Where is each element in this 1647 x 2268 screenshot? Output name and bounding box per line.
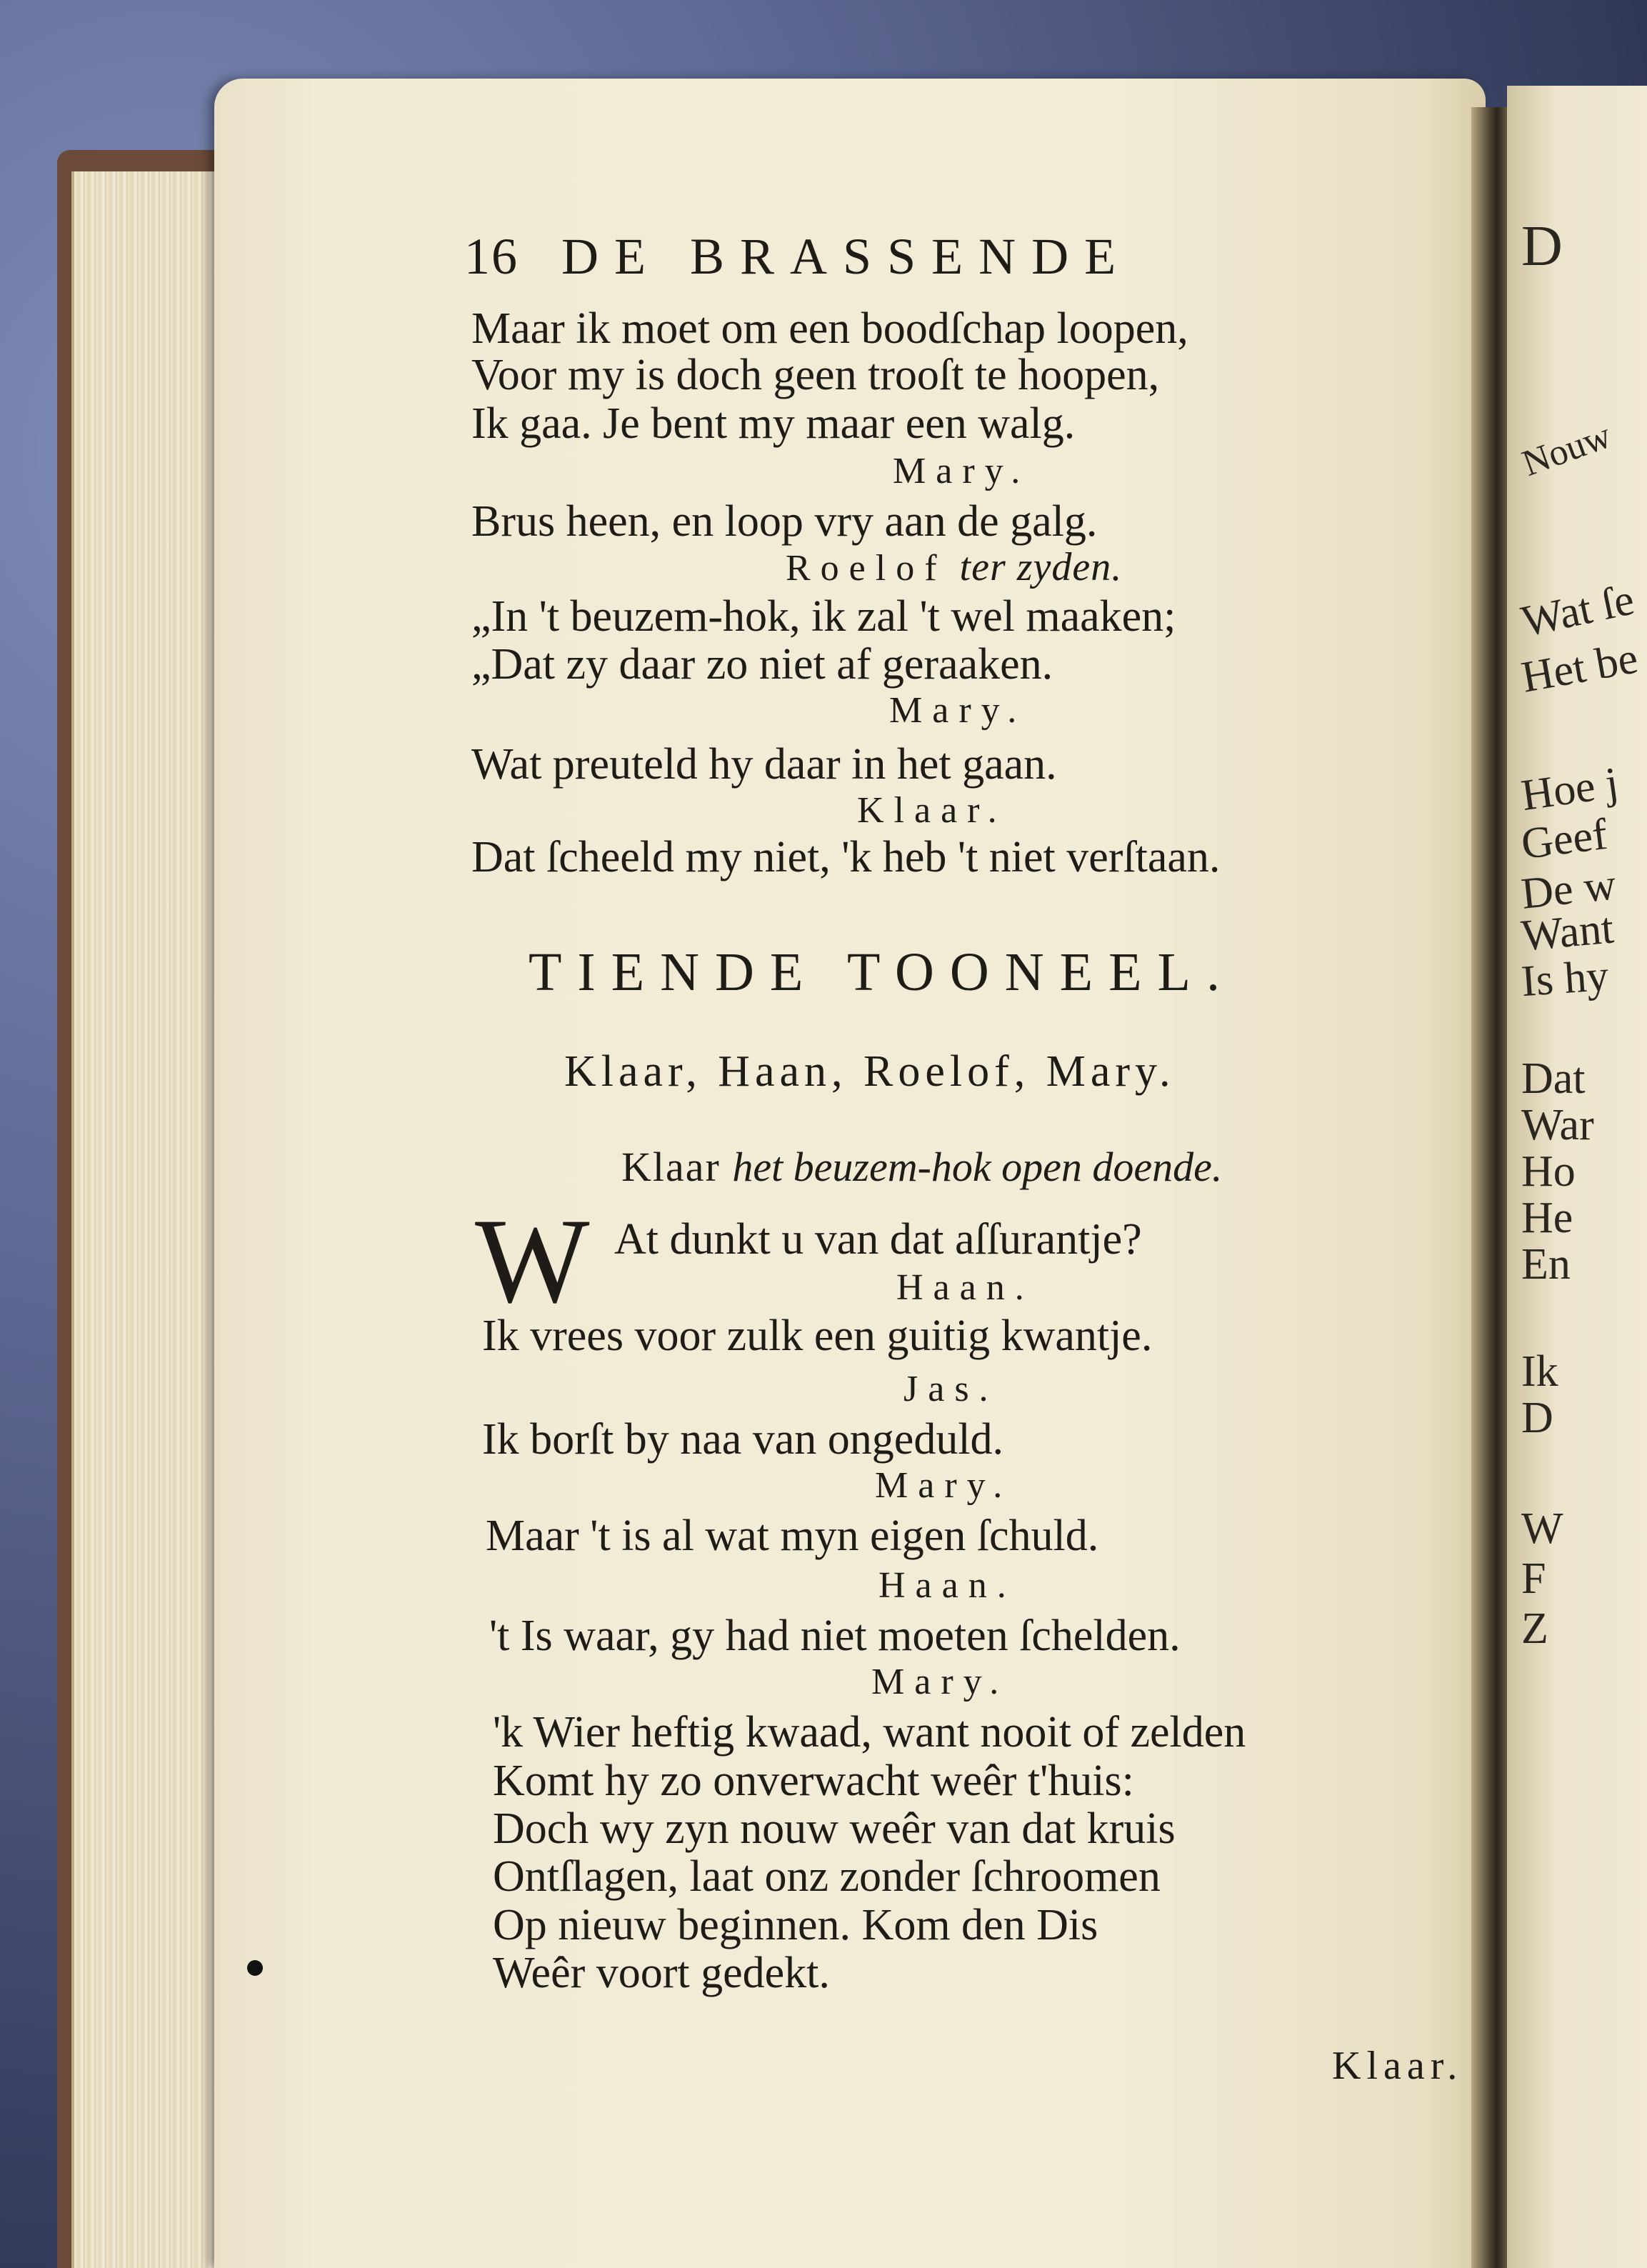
verse-line: Maar ik moet om een boodſchap loopen, [471, 304, 1188, 353]
scene-cast: Klaar, Haan, Roelof, Mary. [564, 1047, 1176, 1096]
facing-page-fragment: He [1521, 1194, 1573, 1242]
facing-page-fragment: W [1521, 1504, 1563, 1553]
facing-page [1507, 86, 1647, 2268]
verse-line: Maar 't is al wat myn eigen ſchuld. [486, 1512, 1099, 1560]
verse-line: Brus heen, en loop vry aan de galg. [471, 497, 1098, 546]
facing-page-fragment: D [1521, 1394, 1553, 1442]
facing-page-fragment: Wat ſe [1517, 575, 1638, 646]
verse-line: „In 't beuzem-hok, ik zal 't wel maaken; [471, 592, 1176, 641]
verse-line: 'k Wier heftig kwaad, want nooit of zelden [493, 1708, 1246, 1757]
speaker-name: Mary. [893, 451, 1031, 491]
verse-line: Dat ſcheeld my niet, 'k heb 't niet verſtaan. [471, 833, 1221, 881]
running-title: DE BRASSENDE [561, 228, 1132, 285]
speaker-name: Mary. [875, 1465, 1013, 1506]
verse-line: Ik vrees voor zulk een guitig kwantje. [482, 1312, 1153, 1360]
facing-page-fragment: De w [1518, 860, 1618, 919]
facing-page-fragment: Ik [1521, 1347, 1558, 1396]
facing-page-fragment: Dat [1521, 1054, 1586, 1103]
verse-line: Voor my is doch geen trooſt te hoopen, [471, 351, 1160, 399]
facing-page-fragment: Het be [1518, 634, 1642, 702]
running-header [464, 227, 1131, 286]
verse-line: Op nieuw beginnen. Kom den Dis [493, 1901, 1098, 1949]
verse-line: 't Is waar, gy had niet moeten ſchelden. [489, 1612, 1181, 1660]
facing-page-fragment: Geef [1518, 809, 1611, 869]
verse-line: At dunkt u van dat aſſurantje? [614, 1215, 1142, 1264]
scene-title: TIENDE TOONEEL. [529, 942, 1236, 1002]
verse-line: Ik gaa. Je bent my maar een walg. [471, 399, 1076, 448]
speaker-name: Jas. [903, 1369, 998, 1409]
verse-line: „Dat zy daar zo niet af geraaken. [471, 640, 1053, 689]
speaker-name [786, 544, 1122, 590]
verse-line: Weêr voort gedekt. [493, 1949, 830, 1997]
facing-page-fragment: Hoe j [1518, 758, 1622, 821]
speaker-name: Haan. [878, 1565, 1016, 1606]
catchword: Klaar. [1332, 2044, 1463, 2088]
ink-spot [247, 1960, 263, 1976]
page-number: 16 [464, 228, 519, 285]
facing-page-fragment: En [1521, 1240, 1571, 1289]
direction-speaker: Klaar [621, 1144, 721, 1190]
speaker-name: Haan. [896, 1267, 1034, 1308]
drop-cap: W [475, 1194, 590, 1328]
facing-page-fragment: Ho [1521, 1147, 1576, 1196]
verse-line: Wat preuteld hy daar in het gaan. [471, 740, 1057, 789]
speaker-name: Mary. [871, 1662, 1009, 1702]
stage-direction [621, 1143, 1222, 1191]
facing-page-fragment: Z [1521, 1604, 1548, 1653]
facing-page-fragment: Is hy [1519, 951, 1611, 1006]
speaker-label: Roelof [786, 548, 947, 589]
verse-line: Doch wy zyn nouw weêr van dat kruis [493, 1804, 1176, 1853]
verse-line: Komt hy zo onverwacht weêr t'huis: [493, 1757, 1134, 1805]
facing-page-fragment: Nouw [1517, 414, 1617, 485]
speaker-name: Klaar. [857, 790, 1007, 831]
facing-page-fragment: War [1521, 1101, 1594, 1149]
facing-page-fragment: D [1521, 215, 1563, 278]
speaker-name: Mary. [889, 690, 1027, 731]
stage-aside: ter zyden. [959, 545, 1123, 589]
verse-line: Ontſlagen, laat onz zonder ſchroomen [493, 1852, 1161, 1901]
verse-line: Ik borſt by naa van ongeduld. [482, 1415, 1004, 1464]
direction-text: het beuzem-hok open doende. [732, 1144, 1223, 1190]
facing-page-fragment: Want [1519, 904, 1616, 961]
facing-page-fragment: F [1521, 1554, 1546, 1603]
